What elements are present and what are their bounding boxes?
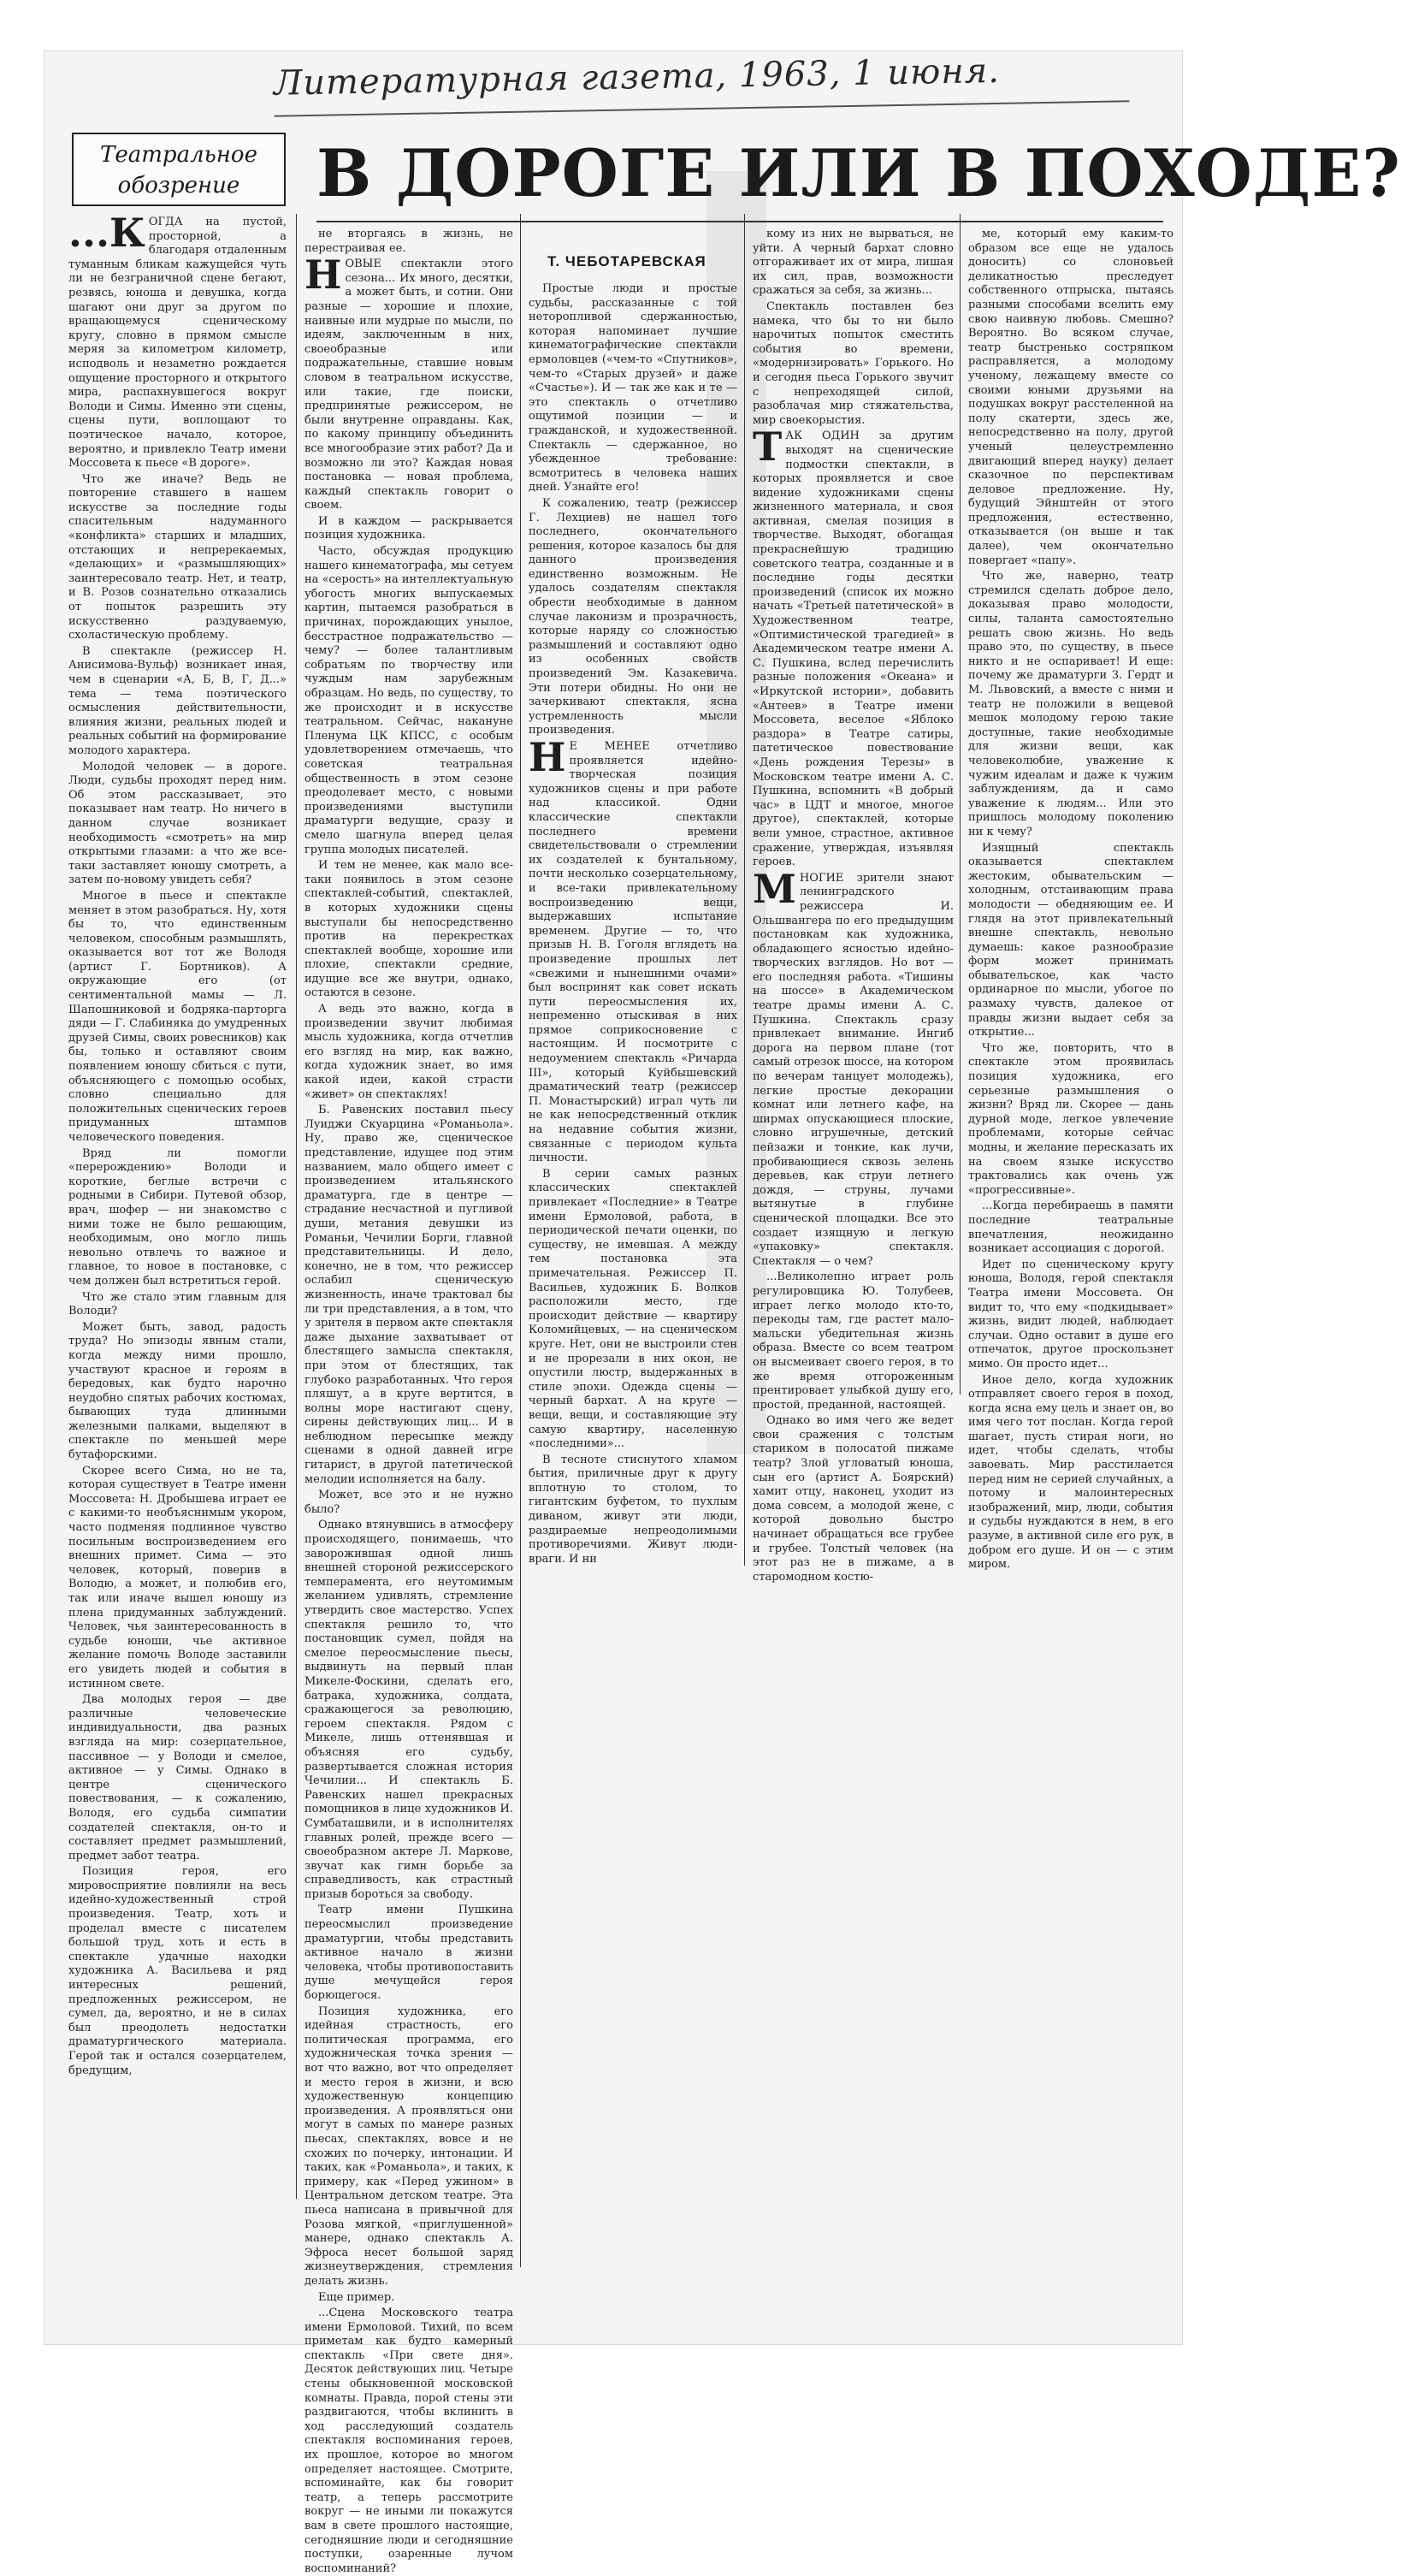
article-column-5 [968,228,1173,1572]
paragraph: Молодой человек — в дороге. Люди, судьбы проходят перед ним. Об этом рассказывает, это показывает нам театр. Но ничего в данном случае возникает необходимость «смотреть» на мир открытыми глазами: а что же все-таки заставляет юношу смотреть, а затем по-новому увидеть себя? [68,760,287,887]
paragraph: не вторгаясь в жизнь, не перестраивая ее. [304,228,513,255]
paragraph: кому из них не вырваться, не уйти. А черный бархат словно отгораживает их от мира, лишая их сил, прав, возможности сражаться за себя, за жизнь... [753,228,954,298]
paragraph: ТАК ОДИН за другим выходят на сценические подмостки спектакли, в которых проявляется и свое видение художниками сцены жизненного материала, и своя активная, смелая позиция в творчестве. Выходят, обогащая прекраснейшую традицию советского театра, созданные и в последние годы десятки произведений (список их можно начать «Третьей патетической» в Художественном театре, «Оптимистической трагедией» в Академическом театре имени А. С. Пушкина, вслед перечислить разные положения «Океана» и «Иркутской истории», добавить «Антеев» в Театре имени Моссовета, веселое «Яблоко раздора» в Театре сатиры, патетическое повествование «День рождения Терезы» в Московском театре имени А. С. Пушкина, вспомнить «В добрый час» в ЦДТ и многое, многое другое), спектаклей, которые вели умное, страстное, активное сражение, утверждая, изъявляя героев. [753,423,954,869]
paragraph: Что же, повторить, что в спектакле этом проявилась позиция художника, его серьезные размышления о жизни? Вряд ли. Скорее — дань дурной моде, легкое увлечение проблемами, которые сейчас модны, и желание пересказать их на своем языке искусство трактовались как очень уж «прогрессивные». [968,1041,1173,1197]
paragraph: Скорее всего Сима, но не та, которая существует в Театре имени Моссовета: Н. Дробышева играет ее с какими-то необъяснимым укором, часто подменяя подлинное чувство посильным воспроизведением его внешних примет. Сима — это человек, который, поверив в Володю, а может, и полюбив его, так или иначе вышел юношу из плена придуманных заблуждений. Человек, чья заинтересованность в судьбе юноши, чье активное желание помочь Володе заставили его увидеть людей и события в истинном свете. [68,1464,287,1691]
paragraph: Позиция героя, его мировосприятие повлияли на весь идейно-художественный строй произведения. Театр, хоть и проделал вместе с писателем большой труд, хоть и есть в спектакле удачные находки художника А. Васильева и ряд интересных решений, предложенных режиссером, не сумел, да, вероятно, и не в силах был преодолеть недостатки драматургического материала. Герой так и остался созерцателем, бредущим, [68,1865,287,2077]
paragraph: ...Великолепно играет роль регулировщика Ю. Толубеев, играет легко молодо кто-то, перекоды там, где растет мало-мальски убедительная жизнь образа. Вместе со всем театром он высмеивает своего героя, в то же время отгороженным прентировает улыбкой душу его, простой, преданной, настоящей. [753,1270,954,1412]
paragraph: Что же стало этим главным для Володи? [68,1290,287,1318]
paragraph: Простые люди и простые судьбы, рассказанные с той неторопливой сдержанностью, которая напоминает лучшие кинематографические спектакли ермоловцев («чем-то «Спутников», чем-то «Старых друзей» и даже «Счастье»). И — так же как и те — это спектакль о отчетливо ощутимой позиции — и гражданской, и художественной. Спектакль — сдержанное, но убежденное требование: всмотритесь в человека наших дней. Узнайте его! [529,282,737,494]
article-column-3 [529,282,737,1566]
article-byline: Т. ЧЕБОТАРЕВСКАЯ [547,253,706,269]
paragraph: НЕ МЕНЕЕ отчетливо проявляется идейно-творческая позиция художников сцены и при работе над классикой. Одни классические спектакли последнего времени свидетельствовали о стремлении их создателей к бунтальному, почти несколько созерцательному, и все-таки привлекательному воспроизведению вещи, выдержавших испытание временем. Другие — то, что призыв Н. В. Гоголя вглядеть на произведение прошлых лет «свежими и нынешними очами» был воспринят как совет искать пути переосмысления их, непременно отыскивая в них прямое соприкосновение с настоящим. И посмотрите с недоумением спектакль «Ричарда III», который Куйбышевский драматический театр (режиссер П. Монастырский) играл чуть ли не как непосредственный отклик на недавние события жизни, связанные с периодом культа личности. [529,734,737,1165]
paragraph: В тесноте стиснутого хламом бытия, приличные друг к другу вплотную то столом, то гигантским буфетом, то пухлым диваном, живут эти люди, раздираемые непреодолимыми противоречиями. Живут люди-враги. И ни [529,1453,737,1566]
paragraph: Часто, обсуждая продукцию нашего кинематографа, мы сетуем на «серость» на интеллектуальную убогость многих выпускаемых картин, пытаемся разобраться в причинах, порождающих унылое, бесстрастное подражательство — чему? — более талантливым собратьям по творчеству или чуждым нам зарубежным образцам. Но ведь, по существу, то же происходит и в искусстве театральном. Сейчас, накануне Пленума ЦК КПСС, с особым удовлетворением отмечаешь, что советская театральная общественность в этом сезоне преодолевает место, с новыми произведениями выступили драматурги ведущие, сразу и смело шагнула вперед целая группа молодых писателей. [304,545,513,856]
paragraph: Иное дело, когда художник отправляет своего героя в поход, когда ясна ему цель и знает он, во имя чего тот послан. Когда герой шагает, пусть стирая ноги, но идет, чтобы сделать, чтобы завоевать. Мир расстилается перед ним не серией случайных, а потому и малоинтересных изображений, мир, люди, события и судьбы нуждаются в нем, в его разуме, в активной силе его рук, в добром его душе. И он — с этим миром. [968,1373,1173,1572]
paragraph: ...Сцена Московского театра имени Ермоловой. Тихий, по всем приметам как будто камерный спектакль «При свете дня». Десяток действующих лиц. Четыре стены обыкновенной московской комнаты. Правда, порой стены эти раздвигаются, чтобы вклинить в ход расследующий создатель спектакля воспоминания героев, их прошлое, которое во многом определяет настоящее. Смотрите, вспоминайте, как бы говорит театр, а теперь рассмотрите вокруг — не иными ли покажутся вам в свете прошлого настоящие, сегодняшние люди и сегодняшние поступки, озаренные лучом воспоминаний? [304,2307,513,2575]
paragraph: Театр имени Пушкина переосмыслил произведение драматургии, чтобы представить активное начало в жизни человека, чтобы противопоставить душе мечущейся героя борющегося. [304,1904,513,2003]
paragraph: НОВЫЕ спектакли этого сезона... Их много, десятки, а может быть, и сотни. Они разные — хорошие и плохие, наивные или мудрые по мысли, по идеям, заключенным в них, своеобразные или подражательные, ставшие новым словом в театральном искусстве, или такие, где поиски, предпринятые режиссером, не были внутренне оправданы. Как, по какому принципу объединить все многообразие этих работ? Да и возможно ли это? Каждая новая постановка — новая проблема, каждый спектакль говорит о своем. [304,252,513,512]
paragraph: А ведь это важно, когда в произведении звучит любимая мысль художника, когда отчетлив его взгляд на мир, как важно, когда художник знает, во имя какой идеи, какой страсти «живет» он спектаклях! [304,1003,513,1101]
column-divider [296,214,297,2199]
article-column-4 [753,228,954,1584]
paragraph: В спектакле (режиссер Н. Анисимова-Вульф) возникает иная, чем в сценарии «А, Б, В, Г, Д...» тема — тема поэтического осмысления действительности, влияния жизни, реальных людей и реальных событий на формирование молодого характера. [68,644,287,757]
paragraph: Два молодых героя — две различные человеческие индивидуальности, два разных взгляда на мир: созерцательное, пассивное — у Володи и смелое, активное — у Симы. Однако в центре сценического повествования, — к сожалению, Володя, его судьба симпатии создателей спектакля, он-то и составляет предмет размышлений, предмет забот театра. [68,1693,287,1862]
paragraph: Что же, наверно, театр стремился сделать доброе дело, доказывая право молодости, силы, таланта самостоятельно решать свою жизнь. Но ведь право это, по существу, в пьесе никто и не оспаривает! И еще: почему же драматурги З. Гердт и М. Львовский, а вместе с ними и театр не положили в вещевой мешок молодому герою такие доступные, такие необходимые для жизни вещи, как человеколюбие, уважение к чужим идеалам и даже к чужим заблуждениям, да и само уважение к людям... Или это пришлось молодому поколению ни к чему? [968,570,1173,838]
paragraph: Однако во имя чего же ведет свои сражения с толстым стариком в полосатой пижаме театр? Злой угловатый юноша, сын его (артист А. Боярский) хамит отцу, наконец, уходит из дома совсем, а молодой жене, с которой довольно быстро начинает обращаться все грубее и грубее. Толстый человек (на этот раз не в пижаме, а в старомодном костю- [753,1414,954,1584]
paragraph: В серии самых разных классических спектаклей привлекает «Последние» в Театре имени Ермоловой, работа, в периодической печати оценки, по существу, не имевшая. А между тем постановка эта примечательная. Режиссер П. Васильев, художник Б. Волков расположили место, где происходит действие — квартиру Коломийцевых, — на сценическом круге. Нет, они не выстроили стен и не прорезали в них окон, не опустили люстр, выдержанных в стиле эпохи. Одежда сцены — черный бархат. А на круге — вещи, вещи, и составляющие эту самую квартиру, населенную «последними»... [529,1167,737,1451]
paragraph: К сожалению, театр (режиссер Г. Лехциев) не нашел того последнего, окончательного решения, которое казалось бы для данного произведения единственно возможным. Не удалось создателям спектакля обрести необходимые в данном случае лаконизм и прозрачность, которые наряду со сложностью размышлений и составляют одно из особенных свойств произведений Эм. Казакевича. Эти потери обидны. Но они не зачеркивают спектакля, ясна устремленность мысли произведения. [529,496,737,737]
paragraph: Изящный спектакль оказывается спектаклем жестоким, обывательским — холодным, отстаивающим права молодости — обедняющим ее. И глядя на этот привлекательный внешне спектакль, невольно думаешь: какое разнообразие форм может принимать обывательское, как часто ординарное по мысли, убогое по размаху чувств, далекое от правды жизни выдает себя за открытие... [968,841,1173,1039]
paragraph: Однако втянувшись в атмосферу происходящего, понимаешь, что заворожившая одной лишь внешней стороной режиссерского темперамента, его неутомимым желанием удивлять, стремление утвердить свое мастерство. Успех спектакля решило то, что постановщик сумел, пойдя на смелое переосмысление пьесы, выдвинуть на первый план Микеле-Фоскини, сделать его, батрака, художника, солдата, сражающегося за революцию, героем спектакля. Рядом с Микеле, лишь оттенявшая и объясняя его судьбу, развертывается сложная история Чечилии... И спектакль Б. Равенских нашел прекрасных помощников в лице художников И. Сумбаташвили, и в исполнителях главных ролей, прежде всего — своеобразном актере Л. Маркове, звучат как гимн борьбе за справедливость, как страстный призыв бороться за свободу. [304,1519,513,1901]
column-divider [960,214,961,1395]
paragraph: Вряд ли помогли «перерождению» Володи и короткие, беглые встречи с родными в Сибири. Путевой обзор, врач, шофер — ни знакомство с ними тоже не было решающим, необходимым, оно могло лишь невольно отвлечь то важное и главное, то новое в постановке, с чем должен был встретиться герой. [68,1146,287,1288]
paragraph: И в каждом — раскрывается позиция художника. [304,514,513,542]
paragraph: Может быть, завод, радость труда? Но эпизоды явным стали, когда между ними прошло, участвуют красное и героям в бередовых, как будто нарочно неудобно спятых рабочих костюмах, бывающих туда длинными железными палками, выделяют в спектакле по меньшей мере бутафорскими. [68,1320,287,1462]
paragraph: МНОГИЕ зрители знают ленинградского режиссера И. Ольшвангера по его предыдущим постановкам как художника, обладающего ясностью идейно-творческих взглядов. Но вот — его последняя работа. «Тишины на шоссе» в Академическом театре драмы имени А. С. Пушкина. Спектакль сразу привлекает внимание. Ингиб дорога на первом плане (тот самый отрезок шоссе, на котором по вечерам танцует молодежь), легкие простые декорации комнат или летнего кафе, на ширмах опускающиеся плоские, словно игрушечные, детский пейзажи и тонкие, как лучи, пробивающиеся сквозь зелень деревьев, как струи летнего дождя, — струны, лучами вытянутые в глубине сценической площадки. Все это создает изящную и легкую «упаковку» спектакля. Спектакля — о чем? [753,865,954,1268]
paragraph: Многое в пьесе и спектакле меняет в этом разобраться. Ну, хотя бы то, что единственным человеком, способным размышлять, оказывается вот тот же Володя (артист Г. Бортников). А окружающие его (от сентиментальной мамы — Л. Шапошниковой и бодряка-парторга дяди — Г. Слабиняка до умудренных друзей Симы, своих ровесников) как бы, только и оставляют своим появлением юношу сбиться с пути, объясняющего с помощью особых, словно специально для положительных сценических героев придуманных штампов человеческого поведения. [68,889,287,1144]
paragraph: Позиция художника, его идейная страстность, его политическая программа, его художническая точка зрения — вот что важно, вот что определяет и место героя в жизни, и всю художественную концепцию произведения. А проявляться они могут в самых по манере разных пьесах, спектаклях, вовсе и не схожих по почерку, интонации. И таких, как «Романьола», и таких, к примеру, как «Перед ужином» в Центральном детском театре. Эта пьеса написана в привычной для Розова мягкой, «приглушенной» манере, однако спектакль А. Эфроса несет большой заряд жизнеутверждения, стремления делать жизнь. [304,2005,513,2288]
paragraph: Спектакль поставлен без намека, что бы то ни было нарочитых попыток сместить события во времени, «модернизировать» Горького. Но и сегодня пьеса Горького звучит с непреходящей силой, разоблачая мир стяжательства, мир своекорыстия. [753,299,954,427]
article-column-2 [304,228,513,2575]
paragraph: Что же иначе? Ведь не повторение ставшего в нашем искусстве за последние годы спасительным надуманного «конфликта» старших и младших, отстающих и непререкаемых, «делающих» и «размышляющих» заинтересовало театр. Нет, и театр, и В. Розов сознательно отказались от попыток разрешить эту искусственно раздуваемую, схоластическую проблему. [68,472,287,643]
paragraph: Еще пример. [318,2290,395,2304]
paragraph: Идет по сценическому кругу юноша, Володя, герой спектакля Театра имени Моссовета. Он видит то, что ему «подкидывает» жизнь, видит людей, наблюдает случаи. Одно оставит в душе его отпечаток, другое проскользнет мимо. Он просто идет... [968,1258,1173,1371]
paragraph: И тем не менее, как мало все-таки появилось в этом сезоне спектаклей-событий, спектаклей, в которых художники сцены выступали бы непосредственно против на перекрестках спектаклей вообще, хорошие или плохие, спектакли средние, идущие все же внутри, однако, остаются в сезоне. [304,859,513,1000]
paragraph: ...КОГДА на пустой, просторной, а благодаря отдаленным туманным бликам кажущейся чуть ли не безграничной сцене бегают, резвясь, юноша и девушка, когда шагают они друг за другом по вращающемуся сценическому кругу, словно в прямом смысле меряя за километром километр, исподволь и незаметно рождается ощущение просторного и открытого мира, распахнувшегося вокруг Володи и Симы. Именно эти сцены, сцены пути, воплощают то поэтическое начало, которое, вероятно, и привлекло Театр имени Моссовета к пьесе «В дороге». [68,210,287,471]
paragraph: ме, который ему каким-то образом все еще не удалось доносить) со слоновьей деликатностью преследует собственного отпрыска, пытаясь разными способами вселить ему свою наивную любовь. Смешно? Вероятно. Во всяком случае, театр быстренько состряпком расправляется, а молодому ученому, лежащему вместе со своими юными друзьями на подушках вокруг расстеленной на полу скатерти, здесь же, непосредственно на полу, другой ученый целеустремленно двигающий вперед науку) делает сказочное по перспективам деловое предложение. Ну, будущий Эйнштейн от этого предложения, естественно, отказывается (он выше и так далее), чем окончательно повергает «папу». [968,228,1173,567]
article-headline: В ДОРОГЕ ИЛИ В ПОХОДЕ? [316,135,1401,211]
paragraph: Может, все это и не нужно было? [304,1489,513,1516]
paragraph: Б. Равенских поставил пьесу Луиджи Скуарцина «Романьола». Ну, право же, сценическое представление, идущее под этим названием, мало общего имеет с произведением итальянского драматурга, где в центре — страдание несчастной и пугливой души, метания девушки из Романьи, Чечилии Борги, главной представительницы. И дело, конечно, не в том, что режиссер ослабил сценическую жизненность, иначе трактовал бы ли три представления, а в том, что у зрителя в первом акте спектакля даже дыхание захватывает от блестящего замысла спектакля, при этом от блестящих, так глубоко разработанных. Что героя пляшут, а в круге вертится, в волны море настигают сцену, сирены действующих лиц... И в неблюдном пересыпке между сценами в одной давней игре гитарист, в другой патетической мелодии исполняется на балу. [304,1104,513,1486]
column-divider [520,214,521,2267]
handwritten-source-note: Литературная газета, 1963, 1 июня. [274,49,1130,116]
paragraph: ...Когда перебираешь в памяти последние театральные впечатления, неожиданно возникает ассоциация с дорогой. [968,1199,1173,1256]
article-column-1 [68,210,287,2199]
section-rubric: Театральное обозрение [72,133,286,206]
